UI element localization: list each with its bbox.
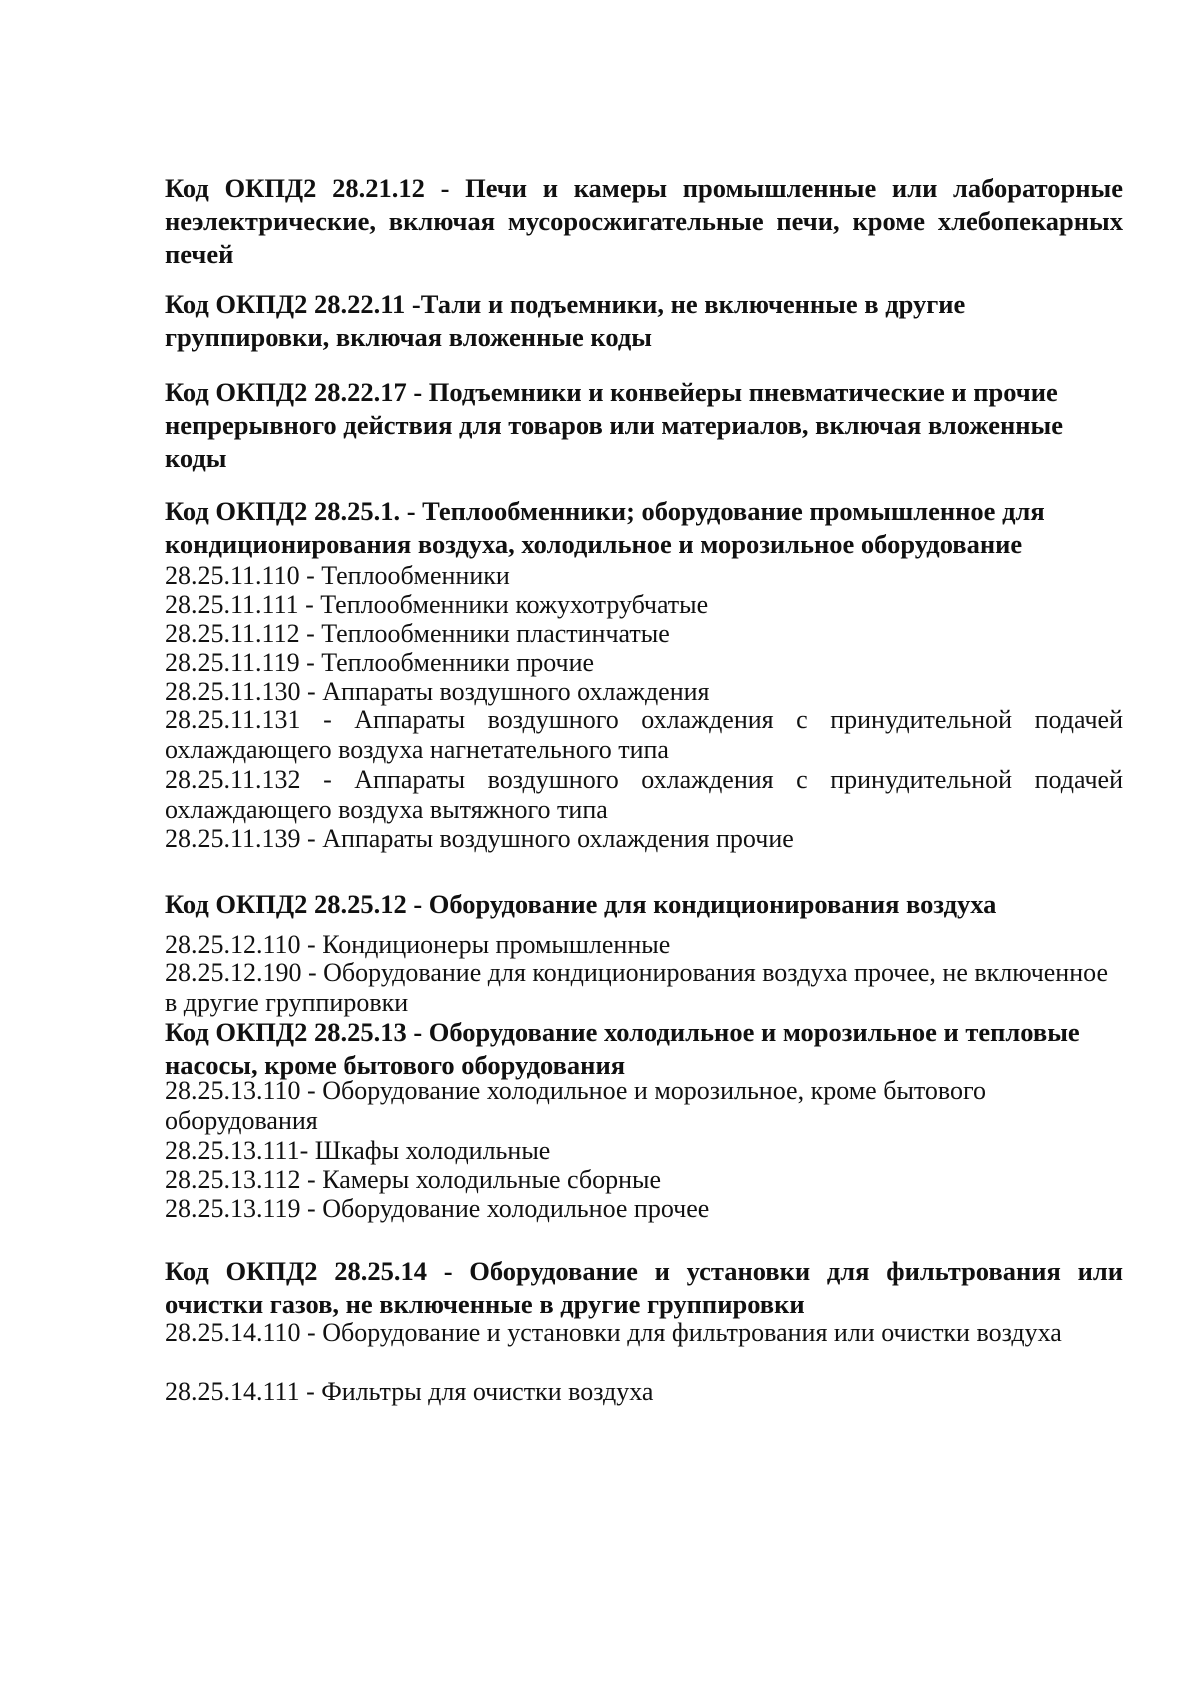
list-item: 28.25.12.110 - Кондиционеры промышленные (165, 930, 671, 959)
section-heading-28-25-13: Код ОКПД2 28.25.13 - Оборудование холодильное и морозильное и тепловые насосы, кроме бытового оборудования (165, 1017, 1080, 1080)
section-heading-28-22-11: Код ОКПД2 28.22.11 -Тали и подъемники, не включенные в другие группировки, включая вложенные коды (165, 289, 966, 352)
list-item: 28.25.11.112 - Теплообменники пластинчатые (165, 619, 670, 648)
list-item: 28.25.13.112 - Камеры холодильные сборные (165, 1165, 661, 1194)
list-item: 28.25.14.110 - Оборудование и установки для фильтрования или очистки воздуха (165, 1318, 1062, 1347)
section-heading-28-25-14: Код ОКПД2 28.25.14 - Оборудование и установки для фильтрования или очистки газов, не включенные в другие группировки (165, 1256, 1123, 1319)
list-item: 28.25.11.139 - Аппараты воздушного охлаждения прочие (165, 824, 794, 853)
section-heading-28-25-12: Код ОКПД2 28.25.12 - Оборудование для кондиционирования воздуха (165, 889, 997, 919)
section-heading-28-25-1: Код ОКПД2 28.25.1. - Теплообменники; оборудование промышленное для кондиционирования воздуха, холодильное и морозильное оборудование (165, 496, 1045, 559)
list-item: 28.25.14.111 - Фильтры для очистки воздуха (165, 1377, 654, 1406)
list-item: 28.25.11.131 - Аппараты воздушного охлаждения с принудительной подачей охлаждающего воздуха нагнетательного типа (165, 705, 1123, 764)
list-item: 28.25.11.111 - Теплообменники кожухотрубчатые (165, 590, 709, 619)
list-item: 28.25.13.111- Шкафы холодильные (165, 1136, 551, 1165)
section-heading-28-21-12: Код ОКПД2 28.21.12 - Печи и камеры промышленные или лабораторные неэлектрические, включая мусоросжигательные печи, кроме хлебопекарных печей (165, 173, 1123, 269)
list-item: 28.25.12.190 - Оборудование для кондиционирования воздуха прочее, не включенное в другие группировки (165, 958, 1108, 1017)
list-item: 28.25.11.132 - Аппараты воздушного охлаждения с принудительной подачей охлаждающего воздуха вытяжного типа (165, 765, 1123, 824)
list-item: 28.25.13.119 - Оборудование холодильное прочее (165, 1194, 710, 1223)
list-item: 28.25.11.130 - Аппараты воздушного охлаждения (165, 677, 710, 706)
list-item: 28.25.13.110 - Оборудование холодильное и морозильное, кроме бытового оборудования (165, 1076, 987, 1135)
list-item: 28.25.11.119 - Теплообменники прочие (165, 648, 595, 677)
list-item: 28.25.11.110 - Теплообменники (165, 561, 510, 590)
section-heading-28-22-17: Код ОКПД2 28.22.17 - Подъемники и конвейеры пневматические и прочие непрерывного действия для товаров или материалов, включая вложенные коды (165, 377, 1064, 473)
